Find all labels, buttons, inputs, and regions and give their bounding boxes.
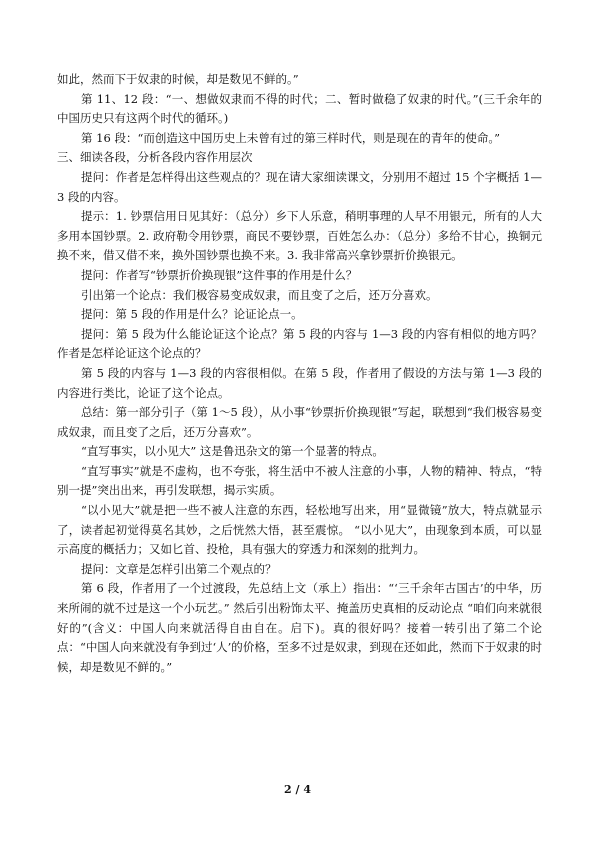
paragraph: 提问：作者是怎样得出这些观点的？现在请大家细读课文，分别用不超过 15 个字概括 1—3 段的内容。 [57, 169, 542, 204]
paragraph: 三、细读各段，分析各段内容作用层次 [57, 150, 253, 165]
paragraph: 第 11、12 段：“一、想做奴隶而不得的时代；二、暂时做稳了奴隶的时代。”(三千余年的中国历史只有这两个时代的循环。) [57, 91, 542, 126]
paragraph: 提问：第 5 段的作用是什么？论证论点一。 [81, 307, 303, 322]
paragraph: 提示：1. 钞票信用日见其好：（总分）乡下人乐意，稍明事理的人早不用银元，所有的人大多用本国钞票。2. 政府勒令用钞票，商民不要钞票，百姓怎么办：（总分）多给不甘心，换铜元换不来，借又借不来，换外国钞票也换不来。3. 我非常高兴拿钞票折价换银元。 [57, 209, 542, 263]
paragraph: “直写事实”就是不虚构，也不夸张，将生活中不被人注意的小事，人物的精神、特点，“特别一提”突出出来，再引发联想，揭示实质。 [57, 463, 542, 498]
paragraph: 第 6 段，作者用了一个过渡段，先总结上文（承上）指出：“‘三千余年古国古’的中华，历来所闹的就不过是这一个小玩艺。” 然后引出粉饰太平、掩盖历史真相的反动论点 “咱们向来就很好的”(含义：中国人向来就活得自由自在。启下)。真的很好吗？接着一转引出了第二个论点：“中国人向来就没有争到过‘人’的价格，至多不过是奴隶，到现在还如此，然而下于奴隶的时候，却是数见不鲜的。” [57, 581, 542, 674]
paragraph: 提问：第 5 段为什么能论证这个论点？第 5 段的内容与 1—3 段的内容有相似的地方吗？作者是怎样论证这个论点的？ [57, 326, 542, 361]
paragraph: 提问：文章是怎样引出第二个观点的？ [81, 561, 277, 576]
paragraph: “以小见大”就是把一些不被人注意的东西，轻松地写出来，用“显微镜”放大，特点就显示了，读者起初觉得莫名其妙，之后恍然大悟，甚至震惊。 “以小见大”，由现象到本质，可以显示高度的概括力；又如匕首、投枪，具有强大的穿透力和深刻的批判力。 [57, 503, 542, 557]
paragraph: 提问：作者写“钞票折价换现银”这件事的作用是什么？ [81, 267, 358, 282]
page-number: 2 / 4 [284, 783, 311, 796]
paragraph: 引出第一个论点：我们极容易变成奴隶，而且变了之后，还万分喜欢。 [81, 287, 438, 302]
document-body [57, 70, 542, 677]
paragraph: 如此，然而下于奴隶的时候，却是数见不鲜的。” [57, 72, 299, 86]
paragraph: 第 5 段的内容与 1—3 段的内容很相似。在第 5 段，作者用了假设的方法与第 1—3 段的内容进行类比，论证了这个论点。 [57, 365, 542, 400]
paragraph: 第 16 段：“而创造这中国历史上未曾有过的第三样时代，则是现在的青年的使命。” [81, 130, 500, 145]
paragraph: “直写事实，以小见大” 这是鲁迅杂文的第一个显著的特点。 [81, 444, 384, 459]
paragraph: 总结：第一部分引子（第 1～5 段），从小事“钞票折价换现银”写起，联想到“我们极容易变成奴隶，而且变了之后，还万分喜欢”。 [57, 405, 542, 439]
